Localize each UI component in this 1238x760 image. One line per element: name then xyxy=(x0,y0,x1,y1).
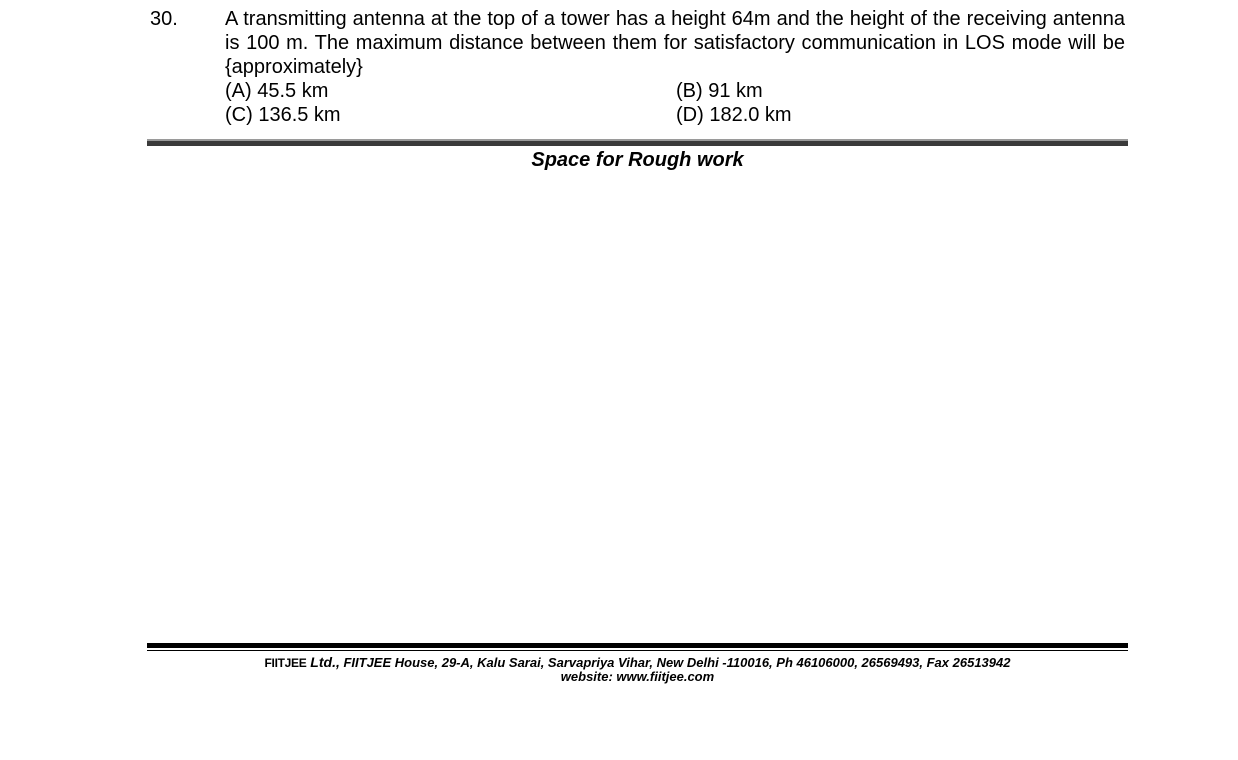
top-divider-thick xyxy=(147,141,1128,146)
option-d: (D) 182.0 km xyxy=(676,104,792,126)
question-block xyxy=(0,0,1238,130)
footer-brand-suffix: Ltd., xyxy=(306,654,340,670)
footer-website: website: www.fiitjee.com xyxy=(560,669,715,684)
question-number: 30. xyxy=(150,8,178,30)
option-c: (C) 136.5 km xyxy=(225,104,341,126)
rough-work-area xyxy=(147,176,1128,636)
bottom-divider-thin xyxy=(147,650,1128,651)
bottom-divider-thick xyxy=(147,643,1128,648)
footer-address: FIITJEE House, 29-A, Kalu Sarai, Sarvapriya Vihar, New Delhi -110016, Ph 46106000, 26569493, Fax 26513942 xyxy=(339,655,1011,670)
option-a: (A) 45.5 km xyxy=(225,80,329,102)
option-b: (B) 91 km xyxy=(676,80,763,102)
footer-brand: FIITJEE xyxy=(264,656,307,670)
question-text: A transmitting antenna at the top of a tower has a height 64m and the height of the receiving antenna is 100 m. The maximum distance between them for satisfactory communication in LOS mode will be {approximately} xyxy=(225,8,1125,78)
rough-work-title: Space for Rough work xyxy=(531,149,744,171)
